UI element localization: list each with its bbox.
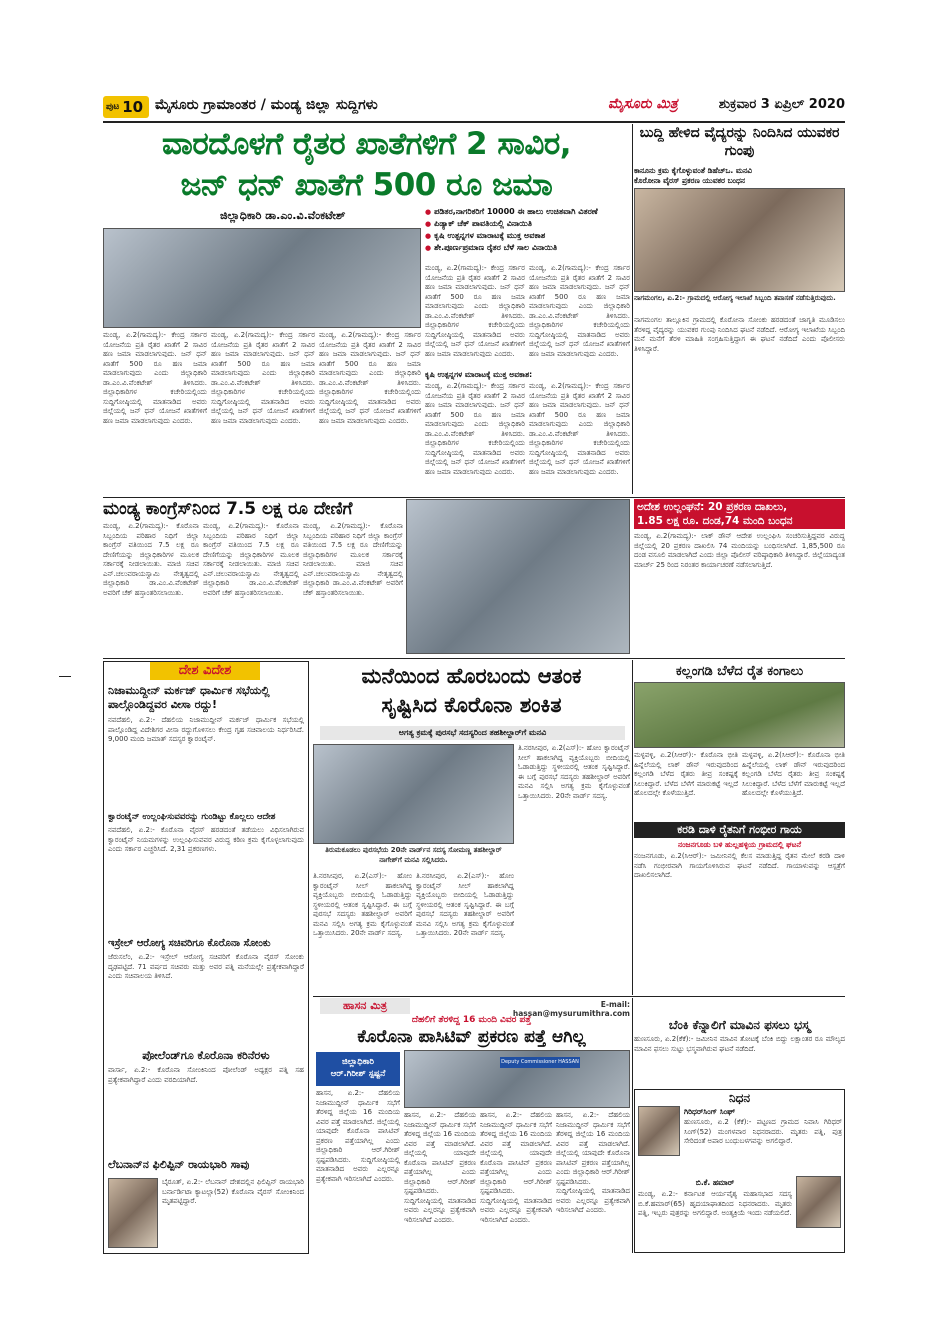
hassan-body-col-1: ಹಾಸನ, ಏ.2:- ದೆಹಲಿಯ ನಿಜಾಮುದ್ದೀನ್ ಧಾರ್ಮಿಕ ಸಭೆಗೆ ತೆರಳಿದ್ದ ಜಿಲ್ಲೆಯ 16 ಮಂದಿಯ ವಿವರ ಪತ್ತೆ ಮಾಡಲಾಗಿದೆ. ಜಿಲ್ಲೆಯಲ್ಲಿ ಯಾವುದೇ ಕೊರೊನಾ ಪಾಸಿಟಿವ್ ಪ್ರಕರಣ ಪತ್ತೆಯಾಗಿಲ್ಲ ಎಂದು ಜಿಲ್ಲಾಧಿಕಾರಿ ಆರ್.ಗಿರೀಶ್ ಸ್ಪಷ್ಟಪಡಿಸಿದರು. ಸುದ್ದಿಗೋಷ್ಠಿಯಲ್ಲಿ ಮಾತನಾಡಿದ ಅವರು ಎಲ್ಲರನ್ನೂ ಪ್ರತ್ಯೇಕವಾಗಿ ಇರಿಸಲಾಗಿದೆ ಎಂದರು. [316, 1089, 400, 1183]
lead-body-col-4: ಮಂಡ್ಯ, ಏ.2(ಗಾಮದ್ಯ):- ಕೇಂದ್ರ ಸರ್ಕಾರ ಯೋಜನೆಯ ಪ್ರತಿ ರೈತರ ಖಾತೆಗೆ 2 ಸಾವಿರ ಹಣ ಜಮಾ ಮಾಡಲಾಗುವುದು. ಜನ್ ಧನ್ ಖಾತೆಗೆ 500 ರೂ ಹಣ ಜಮಾ ಮಾಡಲಾಗುವುದು ಎಂದು ಜಿಲ್ಲಾಧಿಕಾರಿ ಡಾ.ಎಂ.ವಿ.ವೆಂಕಟೇಶ್ ತಿಳಿಸಿದರು. ಜಿಲ್ಲಾಧಿಕಾರಿಗಳ ಕಚೇರಿಯಲ್ಲಿಂದು ಸುದ್ದಿಗೋಷ್ಠಿಯಲ್ಲಿ ಮಾತನಾಡಿದ ಅವರು ಜಿಲ್ಲೆಯಲ್ಲಿ ಜನ್ ಧನ್ ಯೋಜನೆ ಖಾತೆಗಳಿಗೆ ಹಣ ಜಮಾ ಮಾಡಲಾಗುವುದು ಎಂದರು. [425, 264, 525, 358]
obituary-name-2: ಬಿ.ಕೆ. ಹಮಾರ್ [695, 1178, 735, 1187]
margin-mark [59, 676, 71, 677]
suspect-body-col-1: ತಿ.ನರಸೀಪುರ, ಏ.2(ಎಸ್):- ಹೋಂ ಕ್ವಾರಂಟೈನ್ ಸೀಲ್ ಹಾಕಲಾಗಿದ್ದ ವ್ಯಕ್ತಿಯೊಬ್ಬರು ಬೀದಿಯಲ್ಲಿ ಓಡಾಡುತ್ತಿದ್ದು ಸ್ಥಳೀಯರಲ್ಲಿ ಆತಂಕ ಸೃಷ್ಟಿಸಿದ್ದಾರೆ. ಈ ಬಗ್ಗೆ ಪುರಸಭೆ ಸದಸ್ಯರು ತಹಶೀಲ್ದಾರ್ ಅವರಿಗೆ ಮನವಿ ಸಲ್ಲಿಸಿ ಅಗತ್ಯ ಕ್ರಮ ಕೈಗೊಳ್ಳುವಂತೆ ಒತ್ತಾಯಿಸಿದರು. 20ನೇ ವಾರ್ಡ್ ಸದಸ್ಯ. [313, 872, 412, 937]
world-story-3-body: ಜೆರುಸಲೆಂ, ಏ.2:- ಇಸ್ರೇಲ್ ಆರೋಗ್ಯ ಸಚಿವರಿಗೆ ಕೊರೊನಾ ವೈರಸ್ ಸೋಂಕು ದೃಢಪಟ್ಟಿದೆ. 71 ವರ್ಷದ ಸಚಿವರು ಮತ್ತು ಅವರ ಪತ್ನಿ ಮನೆಯಲ್ಲೇ ಪ್ರತ್ಯೇಕವಾಗಿದ್ದಾರೆ ಎಂದು ಸಚಿವಾಲಯ ತಿಳಿಸಿದೆ. [108, 953, 304, 980]
congress-headline: ಮಂಡ್ಯ ಕಾಂಗ್ರೆಸ್‌ನಿಂದ 7.5 ಲಕ್ಷ ರೂ ದೇಣಿಗೆ [103, 499, 353, 519]
bear-attack-body: ನಂಜನಗೂಡು, ಏ.2(ಸಿಆರ್):- ಜಮೀನಿನಲ್ಲಿ ಕೆಲಸ ಮಾಡುತ್ತಿದ್ದ ರೈತನ ಮೇಲೆ ಕರಡಿ ದಾಳಿ ನಡೆಸಿ ಗಂಭೀರವಾಗಿ ಗಾಯಗೊಳಿಸಿರುವ ಘಟನೆ ನಡೆದಿದೆ. ಗಾಯಾಳುವನ್ನು ಆಸ್ಪತ್ರೆಗೆ ದಾಖಲಿಸಲಾಗಿದೆ. [634, 852, 845, 879]
lead-body-col-7: ಮಂಡ್ಯ, ಏ.2(ಗಾಮದ್ಯ):- ಕೇಂದ್ರ ಸರ್ಕಾರ ಯೋಜನೆಯ ಪ್ರತಿ ರೈತರ ಖಾತೆಗೆ 2 ಸಾವಿರ ಹಣ ಜಮಾ ಮಾಡಲಾಗುವುದು. ಜನ್ ಧನ್ ಖಾತೆಗೆ 500 ರೂ ಹಣ ಜಮಾ ಮಾಡಲಾಗುವುದು ಎಂದು ಜಿಲ್ಲಾಧಿಕಾರಿ ಡಾ.ಎಂ.ವಿ.ವೆಂಕಟೇಶ್ ತಿಳಿಸಿದರು. ಜಿಲ್ಲಾಧಿಕಾರಿಗಳ ಕಚೇರಿಯಲ್ಲಿಂದು ಸುದ್ದಿಗೋಷ್ಠಿಯಲ್ಲಿ ಮಾತನಾಡಿದ ಅವರು ಜಿಲ್ಲೆಯಲ್ಲಿ ಜನ್ ಧನ್ ಯೋಜನೆ ಖಾತೆಗಳಿಗೆ ಹಣ ಜಮಾ ಮಾಡಲಾಗುವುದು ಎಂದರು. [529, 382, 630, 476]
doctor-story-caption: ನಾಗಮಂಗಲ, ಏ.2:- ಗ್ರಾಮದಲ್ಲಿ ಆರೋಗ್ಯ ಇಲಾಖೆ ಸಿಬ್ಬಂದಿ ತಪಾಸಣೆ ನಡೆಸುತ್ತಿರುವುದು. [634, 294, 836, 302]
page-number-badge [103, 96, 149, 118]
desha-videsha-label: ದೇಶ ವಿದೇಶ [150, 662, 260, 680]
ambassador-photo [108, 1178, 158, 1248]
header-rule [103, 121, 845, 123]
lead-headline [103, 124, 630, 206]
issue-date: ಶುಕ್ರವಾರ 3 ಏಪ್ರಿಲ್ 2020 [718, 97, 845, 112]
obituary-photo-2 [796, 1176, 841, 1228]
arrest-body: ಮಂಡ್ಯ, ಏ.2(ಗಾಮದ್ಯ):- ಲಾಕ್ ಡೌನ್ ಆದೇಶ ಉಲ್ಲಂಘಿಸಿ ಸಂಚರಿಸುತ್ತಿದ್ದವರ ವಿರುದ್ಧ ಜಿಲ್ಲೆಯಲ್ಲಿ 20 ಪ್ರಕರಣ ದಾಖಲಿಸಿ 74 ಮಂದಿಯನ್ನು ಬಂಧಿಸಲಾಗಿದೆ. 1,85,500 ರೂ ದಂಡ ವಸೂಲಿ ಮಾಡಲಾಗಿದೆ ಎಂದು ಜಿಲ್ಲಾ ಪೊಲೀಸ್ ವರಿಷ್ಠಾಧಿಕಾರಿ ತಿಳಿಸಿದ್ದಾರೆ. ಜಿಲ್ಲೆಯಾದ್ಯಂತ ಮಾರ್ಚ್ 25 ರಿಂದ ನಿರಂತರ ಕಾರ್ಯಾಚರಣೆ ನಡೆಸಲಾಗುತ್ತಿದೆ. [634, 532, 845, 569]
page-label: ಪುಟ [106, 102, 120, 112]
suspect-headline-line-2: ಸೃಷ್ಟಿಸಿದ ಕೊರೊನಾ ಶಂಕಿತ [381, 693, 562, 717]
world-story-4-body: ವಾರ್ಸಾ, ಏ.2:- ಕೊರೊನಾ ಸೋಂಕಿನಿಂದ ಪೋಲೆಂಡ್ ಅಧ್ಯಕ್ಷರ ಪತ್ನಿ ಸಹ ಪ್ರತ್ಯೇಕವಾಗಿದ್ದಾರೆ ಎಂದು ವರದಿಯಾಗಿದೆ. [108, 1066, 304, 1084]
lead-bullet: ● ಕೃಷಿ ಉತ್ಪನ್ನಗಳ ಮಾರಾಟಕ್ಕೆ ಮುಕ್ತ ಅವಕಾಶ [425, 230, 630, 242]
section-rule [103, 658, 845, 659]
section-rule [103, 497, 845, 498]
lead-body-col-5: ಮಂಡ್ಯ, ಏ.2(ಗಾಮದ್ಯ):- ಕೇಂದ್ರ ಸರ್ಕಾರ ಯೋಜನೆಯ ಪ್ರತಿ ರೈತರ ಖಾತೆಗೆ 2 ಸಾವಿರ ಹಣ ಜಮಾ ಮಾಡಲಾಗುವುದು. ಜನ್ ಧನ್ ಖಾತೆಗೆ 500 ರೂ ಹಣ ಜಮಾ ಮಾಡಲಾಗುವುದು ಎಂದು ಜಿಲ್ಲಾಧಿಕಾರಿ ಡಾ.ಎಂ.ವಿ.ವೆಂಕಟೇಶ್ ತಿಳಿಸಿದರು. ಜಿಲ್ಲಾಧಿಕಾರಿಗಳ ಕಚೇರಿಯಲ್ಲಿಂದು ಸುದ್ದಿಗೋಷ್ಠಿಯಲ್ಲಿ ಮಾತನಾಡಿದ ಅವರು ಜಿಲ್ಲೆಯಲ್ಲಿ ಜನ್ ಧನ್ ಯೋಜನೆ ಖಾತೆಗಳಿಗೆ ಹಣ ಜಮಾ ಮಾಡಲಾಗುವುದು ಎಂದರು. [529, 264, 630, 358]
column-rule [632, 998, 633, 1253]
hassan-headline: ಕೊರೊನಾ ಪಾಸಿಟಿವ್ ಪ್ರಕರಣ ಪತ್ತೆ ಆಗಿಲ್ಲ [357, 1027, 586, 1047]
watermelon-body-col-1: ಮಳ್ಳವಳ್ಳಿ, ಏ.2(ಸಿಆರ್):- ಕೊರೊನಾ ಭೀತಿ ಹಿನ್ನೆಲೆಯಲ್ಲಿ ಲಾಕ್ ಡೌನ್ ಇರುವುದರಿಂದ ಕಲ್ಲಂಗಡಿ ಬೆಳೆದ ರೈತರು ತೀವ್ರ ಸಂಕಷ್ಟಕ್ಕೆ ಸಿಲುಕಿದ್ದಾರೆ. ಬೆಳೆದ ಬೆಳೆಗೆ ಮಾರುಕಟ್ಟೆ ಇಲ್ಲದೆ ಹೊಲದಲ್ಲೇ ಕೊಳೆಯುತ್ತಿದೆ. [634, 751, 738, 797]
hassan-press-photo [404, 1050, 630, 1108]
suspect-body-col-3: ತಿ.ನರಸೀಪುರ, ಏ.2(ಎಸ್):- ಹೋಂ ಕ್ವಾರಂಟೈನ್ ಸೀಲ್ ಹಾಕಲಾಗಿದ್ದ ವ್ಯಕ್ತಿಯೊಬ್ಬರು ಬೀದಿಯಲ್ಲಿ ಓಡಾಡುತ್ತಿದ್ದು ಸ್ಥಳೀಯರಲ್ಲಿ ಆತಂಕ ಸೃಷ್ಟಿಸಿದ್ದಾರೆ. ಈ ಬಗ್ಗೆ ಪುರಸಭೆ ಸದಸ್ಯರು ತಹಶೀಲ್ದಾರ್ ಅವರಿಗೆ ಮನವಿ ಸಲ್ಲಿಸಿ ಅಗತ್ಯ ಕ್ರಮ ಕೈಗೊಳ್ಳುವಂತೆ ಒತ್ತಾಯಿಸಿದರು. 20ನೇ ವಾರ್ಡ್ ಸದಸ್ಯ. [518, 744, 630, 800]
world-story-4-headline: ಪೋಲೆಂಡ್‌ಗೂ ಕೊರೊನಾ ಕರಿನೆರಳು [142, 1049, 270, 1062]
lead-photo [103, 228, 421, 328]
obituary-body-2: ಮಂಡ್ಯ, ಏ.2:- ಕರ್ನಾಟಕ ಆರ್ಯವೈಶ್ಯ ಮಹಾಸಭಾದ ಸದಸ್ಯ ಬಿ.ಕೆ.ಹಮಾರ್(65) ಹೃದಯಾಘಾತದಿಂದ ನಿಧನರಾದರು. ಮೃತರು ಪತ್ನಿ, ಇಬ್ಬರು ಪುತ್ರರನ್ನು ಅಗಲಿದ್ದಾರೆ. ಅಂತ್ಯಕ್ರಿಯೆ ಇಂದು ನಡೆಯಲಿದೆ. [638, 1190, 792, 1217]
lead-body-col-1: ಮಂಡ್ಯ, ಏ.2(ಗಾಮದ್ಯ):- ಕೇಂದ್ರ ಸರ್ಕಾರ ಯೋಜನೆಯ ಪ್ರತಿ ರೈತರ ಖಾತೆಗೆ 2 ಸಾವಿರ ಹಣ ಜಮಾ ಮಾಡಲಾಗುವುದು. ಜನ್ ಧನ್ ಖಾತೆಗೆ 500 ರೂ ಹಣ ಜಮಾ ಮಾಡಲಾಗುವುದು ಎಂದು ಜಿಲ್ಲಾಧಿಕಾರಿ ಡಾ.ಎಂ.ವಿ.ವೆಂಕಟೇಶ್ ತಿಳಿಸಿದರು. ಜಿಲ್ಲಾಧಿಕಾರಿಗಳ ಕಚೇರಿಯಲ್ಲಿಂದು ಸುದ್ದಿಗೋಷ್ಠಿಯಲ್ಲಿ ಮಾತನಾಡಿದ ಅವರು ಜಿಲ್ಲೆಯಲ್ಲಿ ಜನ್ ಧನ್ ಯೋಜನೆ ಖಾತೆಗಳಿಗೆ ಹಣ ಜಮಾ ಮಾಡಲಾಗುವುದು ಎಂದರು. [103, 331, 207, 425]
column-rule [632, 124, 633, 494]
doctor-story-headline: ಬುದ್ದಿ ಹೇಳಿದ ವೈದ್ಯರನ್ನು ನಿಂದಿಸಿದ ಯುವಕರ ಗುಂಪು [639, 125, 840, 159]
lead-subhead: ಕೃಷಿ ಉತ್ಪನ್ನಗಳ ಮಾರಾಟಕ್ಕೆ ಮುಕ್ತ ಅವಕಾಶ: [425, 370, 533, 379]
world-story-5-headline: ಲೆಬನಾನ್‌ನ ಫಿಲಿಪ್ಪಿನ್ ರಾಯಭಾರಿ ಸಾವು [108, 1158, 250, 1171]
bear-attack-subhead: ನಂಜನಗೂಡು ಬಳಿ ಹುಲ್ಲಹಳ್ಳಿಯ ಗ್ರಾಮದಲ್ಲಿ ಘಟನೆ [677, 840, 802, 849]
masthead-logo: ಮೈಸೂರು ಮಿತ್ರ [608, 96, 678, 112]
watermelon-body-col-2: ಮಳ್ಳವಳ್ಳಿ, ಏ.2(ಸಿಆರ್):- ಕೊರೊನಾ ಭೀತಿ ಹಿನ್ನೆಲೆಯಲ್ಲಿ ಲಾಕ್ ಡೌನ್ ಇರುವುದರಿಂದ ಕಲ್ಲಂಗಡಿ ಬೆಳೆದ ರೈತರು ತೀವ್ರ ಸಂಕಷ್ಟಕ್ಕೆ ಸಿಲುಕಿದ್ದಾರೆ. ಬೆಳೆದ ಬೆಳೆಗೆ ಮಾರುಕಟ್ಟೆ ಇಲ್ಲದೆ ಹೊಲದಲ್ಲೇ ಕೊಳೆಯುತ್ತಿದೆ. [742, 751, 845, 797]
doctor-story-bullets [634, 166, 845, 186]
section-rule [313, 996, 845, 997]
arrest-box [634, 499, 845, 654]
hassan-body-col-2: ಹಾಸನ, ಏ.2:- ದೆಹಲಿಯ ನಿಜಾಮುದ್ದೀನ್ ಧಾರ್ಮಿಕ ಸಭೆಗೆ ತೆರಳಿದ್ದ ಜಿಲ್ಲೆಯ 16 ಮಂದಿಯ ವಿವರ ಪತ್ತೆ ಮಾಡಲಾಗಿದೆ. ಜಿಲ್ಲೆಯಲ್ಲಿ ಯಾವುದೇ ಕೊರೊನಾ ಪಾಸಿಟಿವ್ ಪ್ರಕರಣ ಪತ್ತೆಯಾಗಿಲ್ಲ ಎಂದು ಜಿಲ್ಲಾಧಿಕಾರಿ ಆರ್.ಗಿರೀಶ್ ಸ್ಪಷ್ಟಪಡಿಸಿದರು. ಸುದ್ದಿಗೋಷ್ಠಿಯಲ್ಲಿ ಮಾತನಾಡಿದ ಅವರು ಎಲ್ಲರನ್ನೂ ಪ್ರತ್ಯೇಕವಾಗಿ ಇರಿಸಲಾಗಿದೆ ಎಂದರು. [404, 1111, 476, 1224]
arrest-headline-line-2: 1.85 ಲಕ್ಷ ರೂ. ದಂಡ,74 ಮಂದಿ ಬಂಧನ [637, 515, 793, 527]
obituary-body-1: ಹುಣಸೂರು, ಏ.2 (ಕೆಕೆ):- ಪಟ್ಟಣದ ಗ್ರಾಮದ ನಿವಾಸಿ ಗಿರಿಧರ್ ಸಿಂಗ್(52) ಮಂಗಳವಾರ ನಿಧನರಾದರು. ಮೃತರು ಪತ್ನಿ, ಪುತ್ರ ಸೇರಿದಂತೆ ಅಪಾರ ಬಂಧುಬಳಗವನ್ನು ಅಗಲಿದ್ದಾರೆ. [684, 1118, 842, 1145]
lead-bullet: ● ಪಡಿತರ,ನಾಗರಿಕರಿಗೆ 10000 ಈ ಹಾಲು ಉಚಿತವಾಗಿ ವಿತರಣೆ [425, 206, 630, 218]
hassan-email: E-mail: hassan@mysurumithra.com [512, 1000, 630, 1018]
lead-bullet: ● ಶೇ.ಪೂರ್ಣಪ್ರಮಾಣ ರೈತರ ಬೆಳೆ ಸಾಲ ವಿನಾಯಿತಿ [425, 242, 630, 254]
column-rule [632, 660, 633, 995]
lead-headline-line-2: ಜನ್ ಧನ್ ಖಾತೆಗೆ 500 ರೂ ಜಮಾ [180, 167, 553, 203]
lead-bullets [425, 206, 630, 254]
mango-fire-headline: ಬೆಂಕಿ ಕೆನ್ನಾಲಿಗೆ ಮಾವಿನ ಫಸಲು ಭಸ್ಮ [668, 1018, 811, 1032]
hassan-body-col-4: ಹಾಸನ, ಏ.2:- ದೆಹಲಿಯ ನಿಜಾಮುದ್ದೀನ್ ಧಾರ್ಮಿಕ ಸಭೆಗೆ ತೆರಳಿದ್ದ ಜಿಲ್ಲೆಯ 16 ಮಂದಿಯ ವಿವರ ಪತ್ತೆ ಮಾಡಲಾಗಿದೆ. ಜಿಲ್ಲೆಯಲ್ಲಿ ಯಾವುದೇ ಕೊರೊನಾ ಪಾಸಿಟಿವ್ ಪ್ರಕರಣ ಪತ್ತೆಯಾಗಿಲ್ಲ ಎಂದು ಜಿಲ್ಲಾಧಿಕಾರಿ ಆರ್.ಗಿರೀಶ್ ಸ್ಪಷ್ಟಪಡಿಸಿದರು. ಸುದ್ದಿಗೋಷ್ಠಿಯಲ್ಲಿ ಮಾತನಾಡಿದ ಅವರು ಎಲ್ಲರನ್ನೂ ಪ್ರತ್ಯೇಕವಾಗಿ ಇರಿಸಲಾಗಿದೆ ಎಂದರು. [556, 1111, 630, 1214]
world-story-1-headline: ನಿಜಾಮುದ್ದೀನ್ ಮರ್ಕಜ್ ಧಾರ್ಮಿಕ ಸಭೆಯಲ್ಲಿ ಪಾಲ್ಗೊಂಡಿದ್ದವರ ವೀಸಾ ರದ್ದು! [108, 684, 270, 711]
lead-body-col-2: ಮಂಡ್ಯ, ಏ.2(ಗಾಮದ್ಯ):- ಕೇಂದ್ರ ಸರ್ಕಾರ ಯೋಜನೆಯ ಪ್ರತಿ ರೈತರ ಖಾತೆಗೆ 2 ಸಾವಿರ ಹಣ ಜಮಾ ಮಾಡಲಾಗುವುದು. ಜನ್ ಧನ್ ಖಾತೆಗೆ 500 ರೂ ಹಣ ಜಮಾ ಮಾಡಲಾಗುವುದು ಎಂದು ಜಿಲ್ಲಾಧಿಕಾರಿ ಡಾ.ಎಂ.ವಿ.ವೆಂಕಟೇಶ್ ತಿಳಿಸಿದರು. ಜಿಲ್ಲಾಧಿಕಾರಿಗಳ ಕಚೇರಿಯಲ್ಲಿಂದು ಸುದ್ದಿಗೋಷ್ಠಿಯಲ್ಲಿ ಮಾತನಾಡಿದ ಅವರು ಜಿಲ್ಲೆಯಲ್ಲಿ ಜನ್ ಧನ್ ಯೋಜನೆ ಖಾತೆಗಳಿಗೆ ಹಣ ಜಮಾ ಮಾಡಲಾಗುವುದು ಎಂದರು. [211, 331, 315, 425]
page-header [103, 94, 845, 120]
watermelon-photo [634, 682, 845, 748]
congress-body-col-1: ಮಂಡ್ಯ, ಏ.2(ಗಾಮದ್ಯ):- ಕೊರೊನಾ ಸಿಬ್ಬಂದಿಯ ಪರಿಹಾರ ನಿಧಿಗೆ ಜಿಲ್ಲಾ ಕಾಂಗ್ರೆಸ್ ವತಿಯಿಂದ 7.5 ಲಕ್ಷ ರೂ ದೇಣಿಗೆಯನ್ನು ಜಿಲ್ಲಾಧಿಕಾರಿಗಳ ಮೂಲಕ ಸರ್ಕಾರಕ್ಕೆ ನೀಡಲಾಯಿತು. ಮಾಜಿ ಸಚಿವ ಎನ್.ಚಲುವರಾಯಸ್ವಾಮಿ ನೇತೃತ್ವದಲ್ಲಿ ಜಿಲ್ಲಾಧಿಕಾರಿ ಡಾ.ಎಂ.ವಿ.ವೆಂಕಟೇಶ್ ಅವರಿಗೆ ಚೆಕ್ ಹಸ್ತಾಂತರಿಸಲಾಯಿತು. [103, 522, 199, 597]
obituary-name-1: ಗಿರಿಧರ್‌ಸಿಂಗ್ ಸಿಂಘ್ [684, 1107, 736, 1116]
dc-label: ಜಿಲ್ಲಾಧಿಕಾರಿ [341, 1057, 375, 1067]
arrest-headline-line-1: ಅದೇಶ ಉಲ್ಲಂಘನೆ: 20 ಪ್ರಕರಣ ದಾಖಲು, [637, 501, 788, 513]
suspect-headline-line-1: ಮನೆಯಿಂದ ಹೊರಬಂದು ಆತಂಕ [361, 664, 582, 688]
lead-headline-line-1: ವಾರದೊಳಗೆ ರೈತರ ಖಾತೆಗಳಿಗೆ 2 ಸಾವಿರ, [162, 126, 571, 162]
hassan-body-col-3: ಹಾಸನ, ಏ.2:- ದೆಹಲಿಯ ನಿಜಾಮುದ್ದೀನ್ ಧಾರ್ಮಿಕ ಸಭೆಗೆ ತೆರಳಿದ್ದ ಜಿಲ್ಲೆಯ 16 ಮಂದಿಯ ವಿವರ ಪತ್ತೆ ಮಾಡಲಾಗಿದೆ. ಜಿಲ್ಲೆಯಲ್ಲಿ ಯಾವುದೇ ಕೊರೊನಾ ಪಾಸಿಟಿವ್ ಪ್ರಕರಣ ಪತ್ತೆಯಾಗಿಲ್ಲ ಎಂದು ಜಿಲ್ಲಾಧಿಕಾರಿ ಆರ್.ಗಿರೀಶ್ ಸ್ಪಷ್ಟಪಡಿಸಿದರು. ಸುದ್ದಿಗೋಷ್ಠಿಯಲ್ಲಿ ಮಾತನಾಡಿದ ಅವರು ಎಲ್ಲರನ್ನೂ ಪ್ರತ್ಯೇಕವಾಗಿ ಇರಿಸಲಾಗಿದೆ ಎಂದರು. [480, 1111, 552, 1224]
obituary-title: ನಿಧನ [728, 1091, 751, 1105]
suspect-subhead: ಅಗತ್ಯ ಕ್ರಮಕ್ಕೆ ಪುರಸಭೆ ಸದಸ್ಯರಿಂದ ತಹಶೀಲ್ದಾರ್‌ಗೆ ಮನವಿ [320, 726, 625, 740]
dc-nameboard: Deputy Commissioner HASSAN [500, 1057, 580, 1068]
lead-bullet: ● ಪಿಡ್ಯಾಕ್ ಚೆಕ್ ಪಾವತಿಯಲ್ಲಿ ವಿನಾಯಿತಿ [425, 218, 630, 230]
watermelon-headline: ಕಲ್ಲಂಗಡಿ ಬೆಳೆದ ರೈತ ಕಂಗಾಲು [675, 664, 804, 679]
lead-body-col-6: ಮಂಡ್ಯ, ಏ.2(ಗಾಮದ್ಯ):- ಕೇಂದ್ರ ಸರ್ಕಾರ ಯೋಜನೆಯ ಪ್ರತಿ ರೈತರ ಖಾತೆಗೆ 2 ಸಾವಿರ ಹಣ ಜಮಾ ಮಾಡಲಾಗುವುದು. ಜನ್ ಧನ್ ಖಾತೆಗೆ 500 ರೂ ಹಣ ಜಮಾ ಮಾಡಲಾಗುವುದು ಎಂದು ಜಿಲ್ಲಾಧಿಕಾರಿ ಡಾ.ಎಂ.ವಿ.ವೆಂಕಟೇಶ್ ತಿಳಿಸಿದರು. ಜಿಲ್ಲಾಧಿಕಾರಿಗಳ ಕಚೇರಿಯಲ್ಲಿಂದು ಸುದ್ದಿಗೋಷ್ಠಿಯಲ್ಲಿ ಮಾತನಾಡಿದ ಅವರು ಜಿಲ್ಲೆಯಲ್ಲಿ ಜನ್ ಧನ್ ಯೋಜನೆ ಖಾತೆಗಳಿಗೆ ಹಣ ಜಮಾ ಮಾಡಲಾಗುವುದು ಎಂದರು. [425, 382, 525, 476]
hassan-strapline: ದೆಹಲಿಗೆ ತೆರಳಿದ್ದ 16 ಮಂದಿ ವಿವರ ಪತ್ತೆ [411, 1015, 532, 1025]
world-story-2-headline: ಕ್ವಾರಂಟೈನ್ ಉಲ್ಲಂಘಿಸುವವರನ್ನು ಗುಂಡಿಟ್ಟು ಕೊಲ್ಲಲು ಆದೇಶ [108, 812, 276, 822]
doctor-story-photo [634, 188, 845, 292]
obituary-photo-1 [638, 1106, 680, 1156]
section-title: ಮೈಸೂರು ಗ್ರಾಮಾಂತರ / ಮಂಡ್ಯ ಜಿಲ್ಲಾ ಸುದ್ದಿಗಳು [155, 97, 378, 113]
congress-photo [406, 499, 630, 654]
suspect-photo [313, 744, 514, 844]
world-story-3-headline: ಇಸ್ರೇಲ್ ಆರೋಗ್ಯ ಸಚಿವರಿಗೂ ಕೊರೊನಾ ಸೋಂಕು [108, 938, 271, 949]
dc-label-box [316, 1052, 400, 1086]
suspect-body-col-2: ತಿ.ನರಸೀಪುರ, ಏ.2(ಎಸ್):- ಹೋಂ ಕ್ವಾರಂಟೈನ್ ಸೀಲ್ ಹಾಕಲಾಗಿದ್ದ ವ್ಯಕ್ತಿಯೊಬ್ಬರು ಬೀದಿಯಲ್ಲಿ ಓಡಾಡುತ್ತಿದ್ದು ಸ್ಥಳೀಯರಲ್ಲಿ ಆತಂಕ ಸೃಷ್ಟಿಸಿದ್ದಾರೆ. ಈ ಬಗ್ಗೆ ಪುರಸಭೆ ಸದಸ್ಯರು ತಹಶೀಲ್ದಾರ್ ಅವರಿಗೆ ಮನವಿ ಸಲ್ಲಿಸಿ ಅಗತ್ಯ ಕ್ರಮ ಕೈಗೊಳ್ಳುವಂತೆ ಒತ್ತಾಯಿಸಿದರು. 20ನೇ ವಾರ್ಡ್ ಸದಸ್ಯ. [416, 872, 514, 937]
suspect-photo-caption: ತಿರುಮಕೂಡಲು ಪುರಸಭೆಯ 20ನೇ ವಾರ್ಡ್‌ನ ಸದಸ್ಯ ಸೋಮಣ್ಣ ತಹಶೀಲ್ದಾರ್ ನಾಗೇಶ್‌ಗೆ ಮನವಿ ಸಲ್ಲಿಸಿದರು. [325, 846, 502, 864]
doctor-story-bullet: ಕೊರೋನಾ ವೈರಸ್ ಪ್ರಕರಣ ಯುವಕರ ಬಂಧನ [634, 176, 745, 185]
suspect-headline [313, 662, 630, 720]
lead-byline: ಜಿಲ್ಲಾಧಿಕಾರಿ ಡಾ.ಎಂ.ವಿ.ವೆಂಕಟೇಶ್ [220, 209, 346, 222]
mango-fire-body: ಹುಣಸೂರು, ಏ.2(ಕೆಕೆ):- ಜಮೀನಿನ ಮಾವಿನ ತೋಟಕ್ಕೆ ಬೆಂಕಿ ಬಿದ್ದು ಲಕ್ಷಾಂತರ ರೂ ಮೌಲ್ಯದ ಮಾವಿನ ಫಸಲು ಸುಟ್ಟು ಭಸ್ಮವಾಗಿರುವ ಘಟನೆ ನಡೆದಿದೆ. [634, 1035, 845, 1053]
world-story-5-body: ಬೈರೂತ್, ಏ.2:- ಲೆಬನಾನ್ ದೇಶದಲ್ಲಿನ ಫಿಲಿಪ್ಪಿನ್ ರಾಯಭಾರಿ ಬರ್ನಾರ್ಡಿಟಾ ಕ್ಯಾಟಲ್ಲಾ(52) ಕೊರೊನಾ ವೈರಸ್ ಸೋಂಕಿನಿಂದ ಮೃತಪಟ್ಟಿದ್ದಾರೆ. [162, 1178, 304, 1205]
doctor-story-body: ನಾಗಮಂಗಲ ತಾಲ್ಲೂಕಿನ ಗ್ರಾಮದಲ್ಲಿ ಕೊರೋನಾ ಸೋಂಕು ಹರಡದಂತೆ ಜಾಗೃತಿ ಮೂಡಿಸಲು ತೆರಳಿದ್ದ ವೈದ್ಯರನ್ನು ಯುವಕರ ಗುಂಪು ನಿಂದಿಸಿದ ಘಟನೆ ನಡೆದಿದೆ. ಆರೋಗ್ಯ ಇಲಾಖೆಯ ಸಿಬ್ಬಂದಿ ಮನೆ ಮನೆಗೆ ತೆರಳಿ ಮಾಹಿತಿ ಸಂಗ್ರಹಿಸುತ್ತಿದ್ದಾಗ ಈ ಘಟನೆ ನಡೆದಿದೆ ಎಂದು ಪೊಲೀಸರು ತಿಳಿಸಿದ್ದಾರೆ. [634, 316, 845, 353]
lead-body-col-3: ಮಂಡ್ಯ, ಏ.2(ಗಾಮದ್ಯ):- ಕೇಂದ್ರ ಸರ್ಕಾರ ಯೋಜನೆಯ ಪ್ರತಿ ರೈತರ ಖಾತೆಗೆ 2 ಸಾವಿರ ಹಣ ಜಮಾ ಮಾಡಲಾಗುವುದು. ಜನ್ ಧನ್ ಖಾತೆಗೆ 500 ರೂ ಹಣ ಜಮಾ ಮಾಡಲಾಗುವುದು ಎಂದು ಜಿಲ್ಲಾಧಿಕಾರಿ ಡಾ.ಎಂ.ವಿ.ವೆಂಕಟೇಶ್ ತಿಳಿಸಿದರು. ಜಿಲ್ಲಾಧಿಕಾರಿಗಳ ಕಚೇರಿಯಲ್ಲಿಂದು ಸುದ್ದಿಗೋಷ್ಠಿಯಲ್ಲಿ ಮಾತನಾಡಿದ ಅವರು ಜಿಲ್ಲೆಯಲ್ಲಿ ಜನ್ ಧನ್ ಯೋಜನೆ ಖಾತೆಗಳಿಗೆ ಹಣ ಜಮಾ ಮಾಡಲಾಗುವುದು ಎಂದರು. [319, 331, 421, 425]
arrest-headline [634, 499, 845, 529]
congress-body-col-3: ಮಂಡ್ಯ, ಏ.2(ಗಾಮದ್ಯ):- ಕೊರೊನಾ ಸಿಬ್ಬಂದಿಯ ಪರಿಹಾರ ನಿಧಿಗೆ ಜಿಲ್ಲಾ ಕಾಂಗ್ರೆಸ್ ವತಿಯಿಂದ 7.5 ಲಕ್ಷ ರೂ ದೇಣಿಗೆಯನ್ನು ಜಿಲ್ಲಾಧಿಕಾರಿಗಳ ಮೂಲಕ ಸರ್ಕಾರಕ್ಕೆ ನೀಡಲಾಯಿತು. ಮಾಜಿ ಸಚಿವ ಎನ್.ಚಲುವರಾಯಸ್ವಾಮಿ ನೇತೃತ್ವದಲ್ಲಿ ಜಿಲ್ಲಾಧಿಕಾರಿ ಡಾ.ಎಂ.ವಿ.ವೆಂಕಟೇಶ್ ಅವರಿಗೆ ಚೆಕ್ ಹಸ್ತಾಂತರಿಸಲಾಯಿತು. [303, 522, 403, 597]
bear-attack-headline: ಕರಡಿ ದಾಳಿ ರೈತನಿಗೆ ಗಂಭೀರ ಗಾಯ [634, 822, 845, 838]
world-story-1-body: ನವದೆಹಲಿ, ಏ.2:- ದೆಹಲಿಯ ನಿಜಾಮುದ್ದೀನ್ ಮರ್ಕಜ್ ಧಾರ್ಮಿಕ ಸಭೆಯಲ್ಲಿ ಪಾಲ್ಗೊಂಡಿದ್ದ ವಿದೇಶಿಗರ ವೀಸಾ ರದ್ದುಗೊಳಿಸಲು ಕೇಂದ್ರ ಗೃಹ ಸಚಿವಾಲಯ ನಿರ್ಧರಿಸಿದೆ. 9,000 ಮಂದಿ ಜಮಾತ್ ಸದಸ್ಯರ ಕ್ವಾರಂಟೈನ್. [108, 716, 304, 743]
world-story-2-body: ನವದೆಹಲಿ, ಏ.2:- ಕೊರೊನಾ ವೈರಸ್ ಹರಡದಂತೆ ತಡೆಯಲು ವಿಧಿಸಲಾಗಿರುವ ಕ್ವಾರಂಟೈನ್ ನಿಯಮಗಳನ್ನು ಉಲ್ಲಂಘಿಸುವವರ ವಿರುದ್ಧ ಕಠಿಣ ಕ್ರಮ ಕೈಗೊಳ್ಳಲಾಗುವುದು ಎಂದು ಸರ್ಕಾರ ಎಚ್ಚರಿಸಿದೆ. 2,31 ಪ್ರಕರಣಗಳು. [108, 826, 304, 853]
congress-body-col-2: ಮಂಡ್ಯ, ಏ.2(ಗಾಮದ್ಯ):- ಕೊರೊನಾ ಸಿಬ್ಬಂದಿಯ ಪರಿಹಾರ ನಿಧಿಗೆ ಜಿಲ್ಲಾ ಕಾಂಗ್ರೆಸ್ ವತಿಯಿಂದ 7.5 ಲಕ್ಷ ರೂ ದೇಣಿಗೆಯನ್ನು ಜಿಲ್ಲಾಧಿಕಾರಿಗಳ ಮೂಲಕ ಸರ್ಕಾರಕ್ಕೆ ನೀಡಲಾಯಿತು. ಮಾಜಿ ಸಚಿವ ಎನ್.ಚಲುವರಾಯಸ್ವಾಮಿ ನೇತೃತ್ವದಲ್ಲಿ ಜಿಲ್ಲಾಧಿಕಾರಿ ಡಾ.ಎಂ.ವಿ.ವೆಂಕಟೇಶ್ ಅವರಿಗೆ ಚೆಕ್ ಹಸ್ತಾಂತರಿಸಲಾಯಿತು. [203, 522, 299, 597]
dc-name: ಆರ್.ಗಿರೀಶ್ ಸ್ಪಷ್ಟನೆ [330, 1069, 386, 1079]
hassan-section-label: ಹಾಸನ ಮಿತ್ರ [320, 998, 410, 1014]
doctor-story-bullet: ಕಾನೂನು ಕ್ರಮ ಕೈಗೊಳ್ಳುವಂತೆ ಡಿಹೆಚ್ಒ. ಮನವಿ [634, 166, 753, 175]
page-number: 10 [122, 98, 144, 116]
